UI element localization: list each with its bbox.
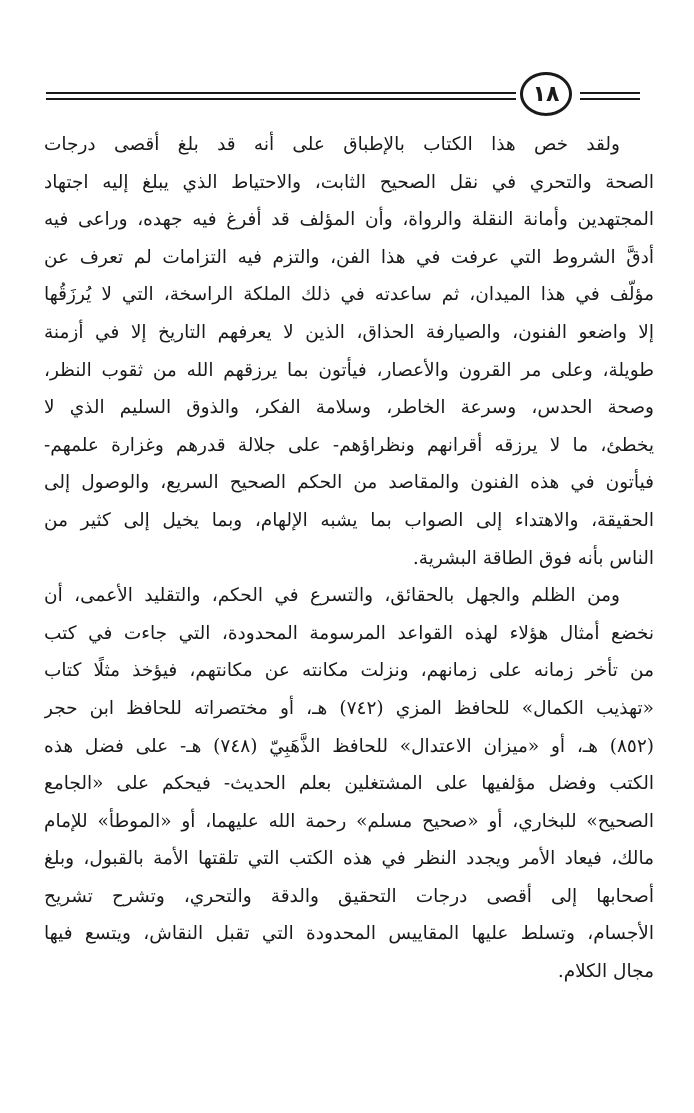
text-line: ولقد خص هذا الكتاب بالإطباق على أنه قد بلغ أقصى درجات [44, 134, 620, 155]
text-line: إلا واضعو الفنون، والصيارفة الحذاق، الذين لا يعرفهم التاريخ إلا في أزمنة [44, 321, 654, 343]
text-line: طويلة، وعلى مر القرون والأعصار، فيأتون بما يرزقهم الله من ثقوب النظر، [44, 359, 654, 381]
text-line: «تهذيب الكمال» للحافظ المزي (٧٤٢) هـ، أو مختصراته للحافظ ابن حجر [44, 697, 654, 719]
text-line: فيأتون في هذه الفنون والمقاصد من الحكم الصحيح السريع، والوصول إلى [44, 472, 654, 494]
text-line: من تأخر زمانه على زمانهم، ونزلت مكانته عن مكانتهم، فيؤخذ مثلًا كتاب [44, 660, 654, 682]
text-line: الحقيقة، والاهتداء إلى الصواب بما يشبه الإلهام، وبما يخيل إلى كثير من [44, 509, 654, 531]
text-line: (٨٥٢) هـ، أو «ميزان الاعتدال» للحافظ الذَّهَبِيّ (٧٤٨) هـ- على فضل هذه [44, 735, 654, 757]
header-rule-right-upper [580, 92, 640, 94]
text-line: الكتب وفضل مؤلفيها على المشتغلين بعلم الحديث- فيحكم على «الجامع [44, 773, 654, 795]
text-line: الناس بأنه فوق الطاقة البشرية. [412, 547, 654, 569]
text-line: ومن الظلم والجهل بالحقائق، والتسرع في الحكم، والتقليد الأعمى، أن [44, 585, 620, 607]
text-line: أصحابها إلى أقصى درجات التحقيق والدقة والتحري، وتشرح تشريح [44, 885, 654, 907]
text-line: مؤلّف في هذا الميدان، ثم ساعدته في ذلك الملكة الراسخة، التي لا يُرزَقُها [44, 284, 654, 306]
page-header [46, 72, 640, 120]
text-line: مجال الكلام. [557, 961, 654, 983]
text-line: نخضع أمثال هؤلاء لهذه القواعد المرسومة المحدودة، التي جاءت في كتب [44, 622, 654, 644]
header-rule-upper [46, 92, 516, 94]
text-line: الأجسام، وتسلط عليها المقاييس المحدودة التي تقبل النقاش، ويتسع فيها [44, 923, 654, 945]
header-rule-right-lower [580, 98, 640, 100]
text-line: وصحة الحدس، وسرعة الخاطر، وسلامة الفكر، والذوق السليم الذي لا [44, 397, 654, 419]
header-rule-lower [46, 98, 516, 100]
text-line: الصحيح» للبخاري، أو «صحيح مسلم» رحمة الله عليهما، أو «الموطأ» للإمام [44, 810, 654, 832]
text-line: الصحة والتحري في نقل الصحيح الثابت، والاحتياط الذي يبلغ إليه اجتهاد [44, 171, 654, 193]
text-line: أدقَّ الشروط التي عرفت في هذا الفن، والتزم فيه التزامات لم تعرف عن [44, 246, 654, 268]
body-text [44, 126, 654, 991]
text-line: المجتهدين وأمانة النقلة والرواة، وأن المؤلف قد أفرغ فيه جهده، وراعى فيه [44, 209, 654, 231]
page-number: ١٨ [520, 72, 572, 116]
text-line: مالك، فيعاد الأمر ويجدد النظر في هذه الكتب التي تلقتها الأمة بالقبول، وبلغ [44, 848, 654, 870]
text-line: يخطئ، ما لا يرزقه أقرانهم ونظراؤهم- على جلالة قدرهم وغزارة علمهم- [44, 434, 654, 456]
